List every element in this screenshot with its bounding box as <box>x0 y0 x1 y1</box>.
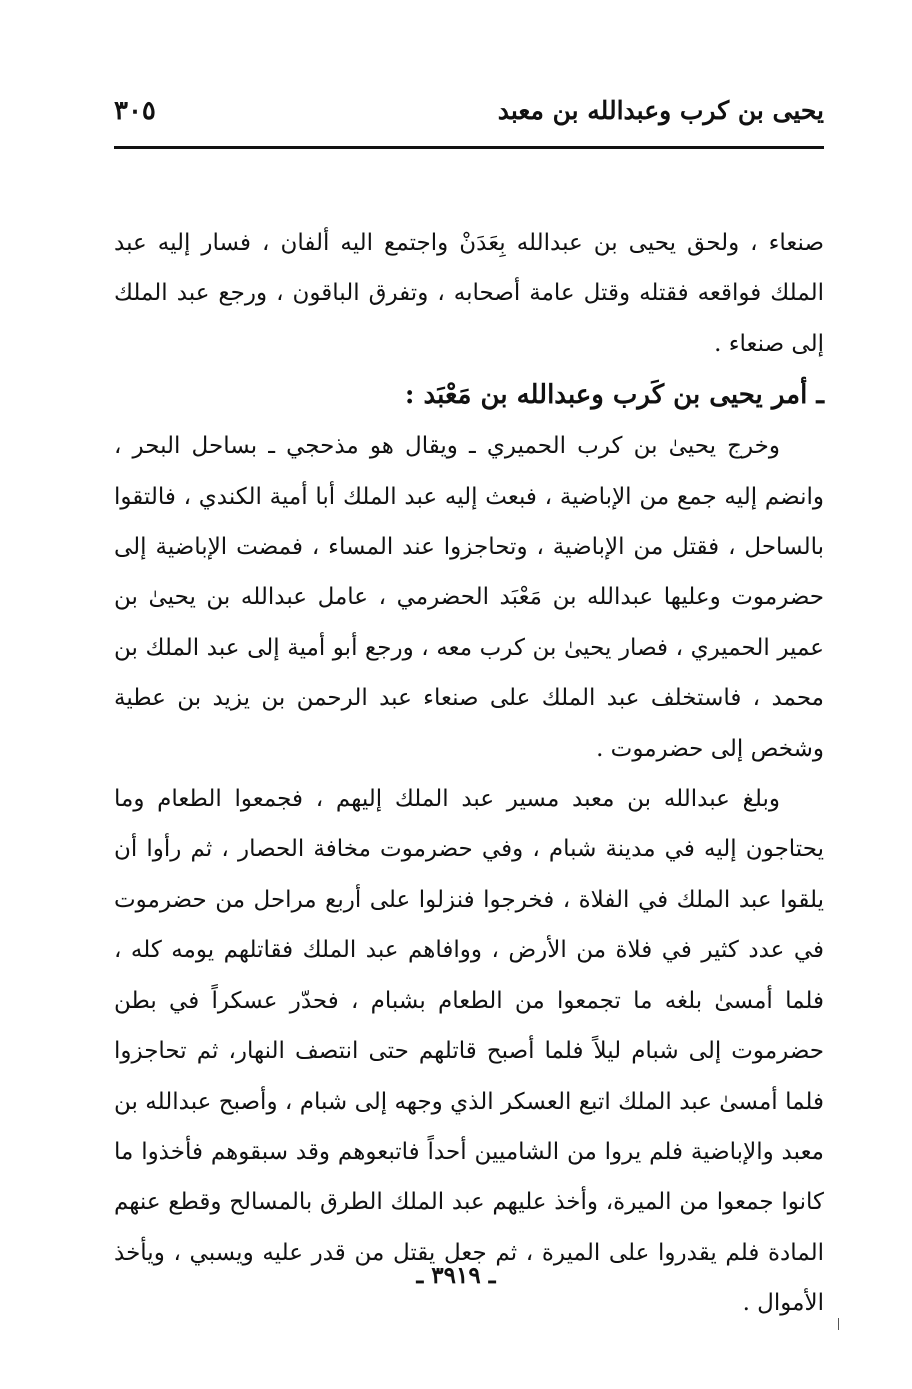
paragraph: صنعاء ، ولحق يحيى بن عبدالله بِعَدَنْ واجتمع اليه ألفان ، فسار إليه عبد الملك فواقعه فقتله وقتل عامة أصحابه ، وتفرق الباقون ، ورجع عبد الملك إلى صنعاء . <box>114 230 824 357</box>
running-title: يحيى بن كرب وعبدالله بن معبد <box>497 96 824 125</box>
folio-number: ـ ٣٩١٩ ـ <box>416 1262 496 1289</box>
page-body <box>114 218 824 1329</box>
paragraph: وخرج يحيىٰ بن كرب الحميري ـ ويقال هو مذحجي ـ بساحل البحر ، وانضم إليه جمع من الإباضية ، فبعث إليه عبد الملك أبا أمية الكندي ، فالتقوا بالساحل ، فقتل من الإباضية ، وتحاجزوا عند المساء ، فمضت الإباضية إلى حضرموت وعليها عبدالله بن مَعْبَد الحضرمي ، عامل عبدالله بن يحيىٰ بن عمير الحميري ، فصار يحيىٰ بن كرب معه ، ورجع أبو أمية إلى عبد الملك بن محمد ، فاستخلف عبد الملك على صنعاء عبد الرحمن بن يزيد بن عطية وشخص إلى حضرموت . <box>114 433 824 762</box>
header-rule <box>114 146 824 149</box>
page-number: ٣٠٥ <box>114 96 156 126</box>
scan-mark <box>838 1318 839 1330</box>
paragraph: وبلغ عبدالله بن معبد مسير عبد الملك إليهم ، فجمعوا الطعام وما يحتاجون إليه في مدينة شبام ، وفي حضرموت مخافة الحصار ، ثم رأوا أن يلقوا عبد الملك في الفلاة ، فخرجوا فنزلوا على أربع مراحل من حضرموت في عدد كثير في فلاة من الأرض ، ووافاهم عبد الملك فقاتلهم يومه كله ، فلما أمسىٰ بلغه ما تجمعوا من الطعام بشبام ، فحدّر عسكراً في بطن حضرموت إلى شبام ليلاً فلما أصبح قاتلهم حتى انتصف النهار، ثم تحاجزوا فلما أمسىٰ عبد الملك اتبع العسكر الذي وجهه إلى شبام ، وأصبح عبدالله بن معبد والإباضية فلم يروا من الشاميين أحداً فاتبعوهم وقد سبقوهم فأخذوا ما كانوا جمعوا من الميرة، وأخذ عليهم عبد الملك الطرق بالمسالح وقطع عنهم المادة فلم يقدروا على الميرة ، ثم جعل يقتل من قدر عليه ويسبي ، ويأخذ الأموال . <box>114 786 824 1317</box>
running-header <box>114 96 824 140</box>
section-heading: ـ أمر يحيى بن كَرب وعبدالله بن مَعْبَد : <box>404 380 824 411</box>
